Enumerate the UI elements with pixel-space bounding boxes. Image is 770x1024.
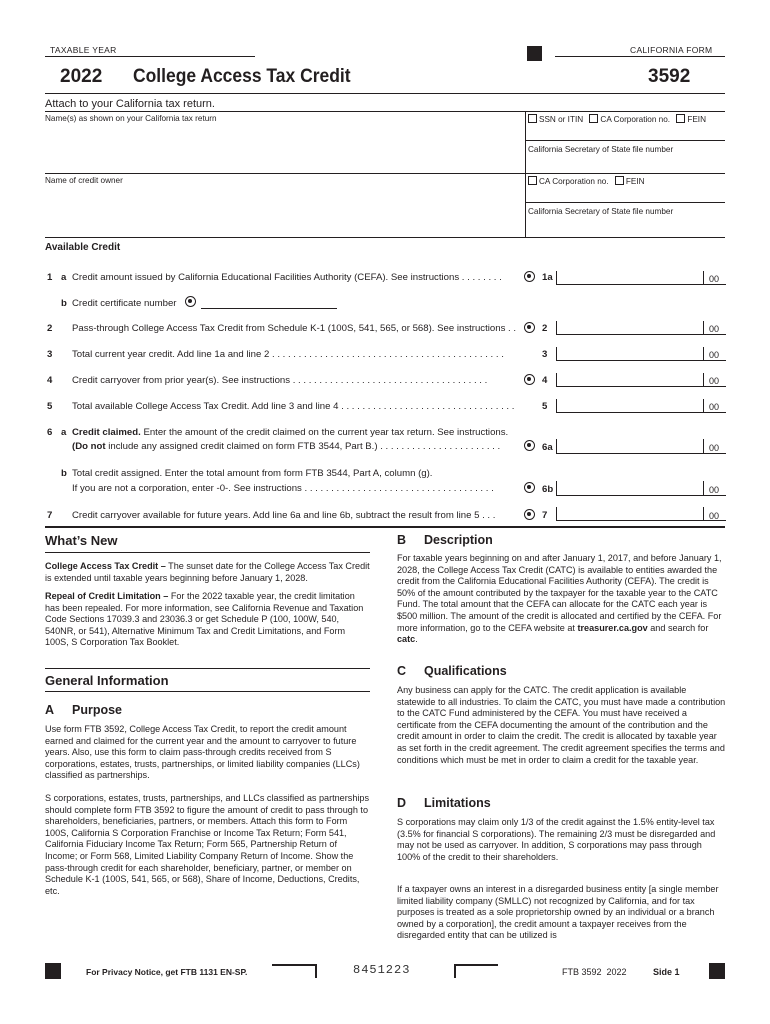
certificate-number-field[interactable] (201, 308, 337, 309)
line-4-cents-sep (703, 373, 704, 387)
line-2-cents: 00 (709, 324, 720, 334)
id-rule-5 (45, 237, 725, 238)
line-4-id: 4 (542, 375, 548, 386)
description-keyword: catc (397, 634, 416, 645)
limitations-p2: If a taxpayer owns an interest in a disregarded business entity [a single member limited liability company (SMLLC) not recognized by California, and for tax purposes is treated as a sole proprietorship owned by an individual or a branch owned by a corporation], the credit amount a taxpayer receives from the disregarded entity that can be utilized is (397, 884, 719, 941)
id-type-options-1 (528, 114, 706, 124)
qualifications-p1: Any business can apply for the CATC. The credit application is available statewide to all industries. To claim the CATC, you must have made a contribution to the CATC Fund administered by the CEFA. You must have received a certificate from the CEFA documenting the amount of the contribution and the credit amount in order to claim the credit. The credit is allocated by taxable year as set forth in the credit agreement. The credit agreement specifies the terms and conditions which must be met in order to claim a credit for the taxable year. (397, 685, 726, 765)
line-1a-cents-sep (703, 271, 704, 285)
line-7-cents: 00 (709, 511, 720, 521)
purpose-p1: Use form FTB 3592, College Access Tax Credit, to report the credit amount earned and claimed for the current year and the amount to carryover to future years. Also, use this form to claim pass-through credits received from S corporations, estates, trusts, partnerships, or limited liability companies (LLCs) classified as partnerships. (45, 724, 360, 781)
line-6a-amount[interactable] (556, 439, 726, 454)
line-1b-bullet-icon (185, 296, 196, 307)
line-5-text: Total available College Access Tax Credit. Add line 3 and line 4 . . . . . . . . . . . . . . . . . . . . . . . . . . . . . . . . . (72, 401, 515, 412)
limitations-letter: D (397, 796, 407, 810)
line-6a-letter: a (61, 427, 67, 438)
line-3-text: Total current year credit. Add line 1a and line 2 . . . . . . . . . . . . . . . . . . . . . . . . . . . . . . . . . . . . . . . . . . . . (72, 349, 504, 360)
limitations-p1: S corporations may claim only 1/3 of the credit against the 1.5% entity-level tax (3.5% for financial S corporations). The remaining 2/3 must be disregarded and may not be used as carryover. In addition, S corporations may pass through 100% of the credit to their shareholders. (397, 817, 716, 862)
purpose-letter: A (45, 703, 55, 717)
line-4-text: Credit carryover from prior year(s). See instructions . . . . . . . . . . . . . . . . . . . . . . . . . . . . . . . . . . . . . (72, 375, 488, 386)
id-type-options-2 (528, 176, 645, 186)
whats-new-title: What’s New (45, 533, 118, 548)
line-5-cents-sep (703, 399, 704, 413)
side-label: Side 1 (653, 967, 680, 977)
line-7-amount[interactable] (556, 507, 726, 521)
header-rule-right (555, 56, 725, 57)
line-6b-amount[interactable] (556, 481, 726, 496)
line-6a-bold-2: (Do not (72, 441, 106, 452)
whats-new-p1 (45, 561, 370, 584)
line-5-cents: 00 (709, 402, 720, 412)
line-6b-letter: b (61, 468, 67, 479)
line-2-text: Pass-through College Access Tax Credit from Schedule K-1 (100S, 541, 565, or 568). See instructions . . (72, 323, 517, 334)
ca-corp-checkbox[interactable] (589, 114, 598, 123)
id-divider (525, 111, 526, 238)
section-rule (45, 526, 725, 528)
description-letter: B (397, 533, 407, 547)
fein-checkbox-2[interactable] (615, 176, 624, 185)
line-6b-cents: 00 (709, 485, 720, 495)
id-rule-2 (525, 140, 725, 141)
footer-mark-right (709, 963, 725, 979)
footer-mark-left (45, 963, 61, 979)
form-title: College Access Tax Credit (133, 66, 351, 87)
line-3-cents-sep (703, 347, 704, 361)
registration-mark (527, 46, 542, 61)
description-p1-end: . (415, 634, 418, 645)
description-p1 (397, 553, 727, 646)
line-1a-bullet-icon (524, 271, 535, 282)
line-2-number: 2 (47, 323, 53, 334)
sos-label-2: California Secretary of State file number (528, 207, 674, 216)
line-7-number: 7 (47, 510, 53, 521)
names-label: Name(s) as shown on your California tax return (45, 114, 217, 123)
line-6b-id: 6b (542, 484, 554, 495)
general-info-title: General Information (45, 673, 169, 688)
line-6a-bold: Credit claimed. (72, 427, 141, 438)
whats-new-p1-bold: College Access Tax Credit – (45, 561, 166, 571)
line-1a-id: 1a (542, 272, 553, 283)
sos-label: California Secretary of State file number (528, 145, 674, 154)
privacy-notice: For Privacy Notice, get FTB 1131 EN-SP. (86, 967, 248, 977)
line-6a-cents: 00 (709, 443, 720, 453)
whats-new-p1-text: The sunset date for the College Access Tax Credit is extended until taxable years beginning before January 1, 2028. (45, 561, 370, 583)
general-info-rule (45, 691, 370, 692)
id-rule-1 (45, 111, 725, 112)
line-2-id: 2 (542, 323, 548, 334)
general-info-rule-top (45, 668, 370, 669)
line-6b-bullet-icon (524, 482, 535, 493)
form-code: 8451223 (353, 963, 411, 977)
line-6a-text (72, 427, 508, 438)
line-6a-text-2 (72, 441, 500, 452)
line-6a-cents-sep (703, 439, 704, 454)
id-rule-3 (45, 173, 725, 174)
title-rule (45, 93, 725, 94)
footer-bracket-a-h (272, 964, 316, 966)
line-2-bullet-icon (524, 322, 535, 333)
line-6b-text-2: If you are not a corporation, enter -0-. See instructions . . . . . . . . . . . . . . . . . . . . . . . . . . . . . . . . . . . . (72, 483, 494, 494)
ca-corp-label-2: CA Corporation no. (539, 177, 609, 186)
form-number: 3592 (648, 66, 691, 87)
line-7-bullet-icon (524, 509, 535, 520)
line-1a-amount[interactable] (556, 271, 726, 285)
footer-bracket-a-v (315, 964, 317, 978)
line-4-cents: 00 (709, 376, 720, 386)
ca-corp-label: CA Corporation no. (600, 115, 671, 124)
id-rule-4 (525, 202, 725, 203)
purpose-title: Purpose (72, 703, 123, 717)
line-1a-cents: 00 (709, 274, 720, 284)
line-6a-id: 6a (542, 442, 553, 453)
line-1a-text: Credit amount issued by California Educational Facilities Authority (CEFA). See instructions . . . . . . . . (72, 272, 502, 283)
description-p1-mid: and search for (647, 622, 709, 633)
whats-new-p2-bold: Repeal of Credit Limitation – (45, 591, 169, 601)
ssn-label: SSN or ITIN (539, 115, 584, 124)
line-4-number: 4 (47, 375, 53, 386)
fein-label-2: FEIN (625, 177, 645, 186)
ssn-checkbox[interactable] (528, 114, 537, 123)
footer-bracket-b-v (454, 964, 456, 978)
available-credit-title: Available Credit (45, 242, 121, 253)
line-7-cents-sep (703, 507, 704, 521)
line-5-amount[interactable] (556, 399, 726, 413)
owner-label: Name of credit owner (45, 176, 123, 185)
limitations-title: Limitations (424, 796, 491, 810)
description-p1-text: For taxable years beginning on and after January 1, 2017, and before January 1, 2028, the College Access Tax Credit (CATC) is available to entities awarded the credit from the California Educational Facilities Authority (CEFA). The credit is 50% of the amount contributed by the taxpayer for the taxable year to the CATC Fund. The total amount that the CEFA can allocate for the CATC each year is $500 million. The amount of the credit is allocated and certified by the CEFA. For more information, go to the CEFA website at (397, 553, 722, 633)
line-7-id: 7 (542, 510, 548, 521)
ca-corp-checkbox-2[interactable] (528, 176, 537, 185)
line-6b-text: Total credit assigned. Enter the total amount from form FTB 3544, Part A, column (g). (72, 468, 433, 479)
tax-year: 2022 (60, 66, 103, 87)
attach-instruction: Attach to your California tax return. (45, 98, 215, 110)
line-3-id: 3 (542, 349, 548, 360)
header-rule-left (45, 56, 255, 57)
line-2-cents-sep (703, 321, 704, 335)
line-3-cents: 00 (709, 350, 720, 360)
line-1a-letter: a (61, 272, 67, 283)
qualifications-title: Qualifications (424, 664, 507, 678)
purpose-p2: S corporations, estates, trusts, partnerships, and LLCs classified as partnerships should complete form FTB 3592 to figure the amount of credit to pass through to shareholders, beneficiaries, partners, or members. Attach this form to Form 100S, California S Corporation Franchise or Income Tax Return; Form 541, California Fiduciary Income Tax Return; Form 565, Partnership Return of Income; or Form 568, Limited Liability Company Return of Income. Show the pass-through credit for each shareholder, beneficiary, partner, or member on Schedule K-1 (100S, 541, 565, or 568), Share of Income, Deductions, Credits, etc. (45, 793, 369, 896)
line-1a-number: 1 (47, 272, 53, 283)
line-5-number: 5 (47, 401, 53, 412)
line-6a-bullet-icon (524, 440, 535, 451)
line-1b-text: Credit certificate number (72, 298, 177, 309)
footer-bracket-b-h (454, 964, 498, 966)
line-4-bullet-icon (524, 374, 535, 385)
line-5-id: 5 (542, 401, 548, 412)
line-3-amount[interactable] (556, 347, 726, 361)
form-id: FTB 3592 2022 (562, 967, 627, 977)
line-2-amount[interactable] (556, 321, 726, 335)
whats-new-rule (45, 552, 370, 553)
line-4-amount[interactable] (556, 373, 726, 387)
fein-label: FEIN (687, 115, 706, 124)
qualifications-letter: C (397, 664, 407, 678)
line-7-text: Credit carryover available for future years. Add line 6a and line 6b, subtract the result from line 5 . . . (72, 510, 496, 521)
whats-new-p2-text: For the 2022 taxable year, the credit limitation has been repealed. For more information, see California Revenue and Taxation Code Sections 17039.3 and 23036.3 or get Schedule P (100, 100W, 540, 540NR, or 541), Alternative Minimum Tax and Credit Limitations, and Form 100S, S Corporation Tax Booklet. (45, 591, 364, 648)
line-1b-letter: b (61, 298, 67, 309)
line-6a-number: 6 (47, 427, 53, 438)
description-title: Description (424, 533, 493, 547)
line-6b-cents-sep (703, 481, 704, 496)
fein-checkbox[interactable] (676, 114, 685, 123)
line-6a-rest: Enter the amount of the credit claimed on the current year tax return. See instructions. (140, 427, 509, 438)
cefa-website-link[interactable]: treasurer.ca.gov (577, 622, 648, 633)
whats-new-p2 (45, 591, 370, 649)
line-3-number: 3 (47, 349, 53, 360)
taxable-year-label: TAXABLE YEAR (50, 45, 117, 55)
california-form-label: CALIFORNIA FORM (630, 45, 713, 55)
line-6a-rest-2: include any assigned credit claimed on form FTB 3544, Part B.) . . . . . . . . . . . . . . . . . . . . . . . (105, 441, 501, 452)
